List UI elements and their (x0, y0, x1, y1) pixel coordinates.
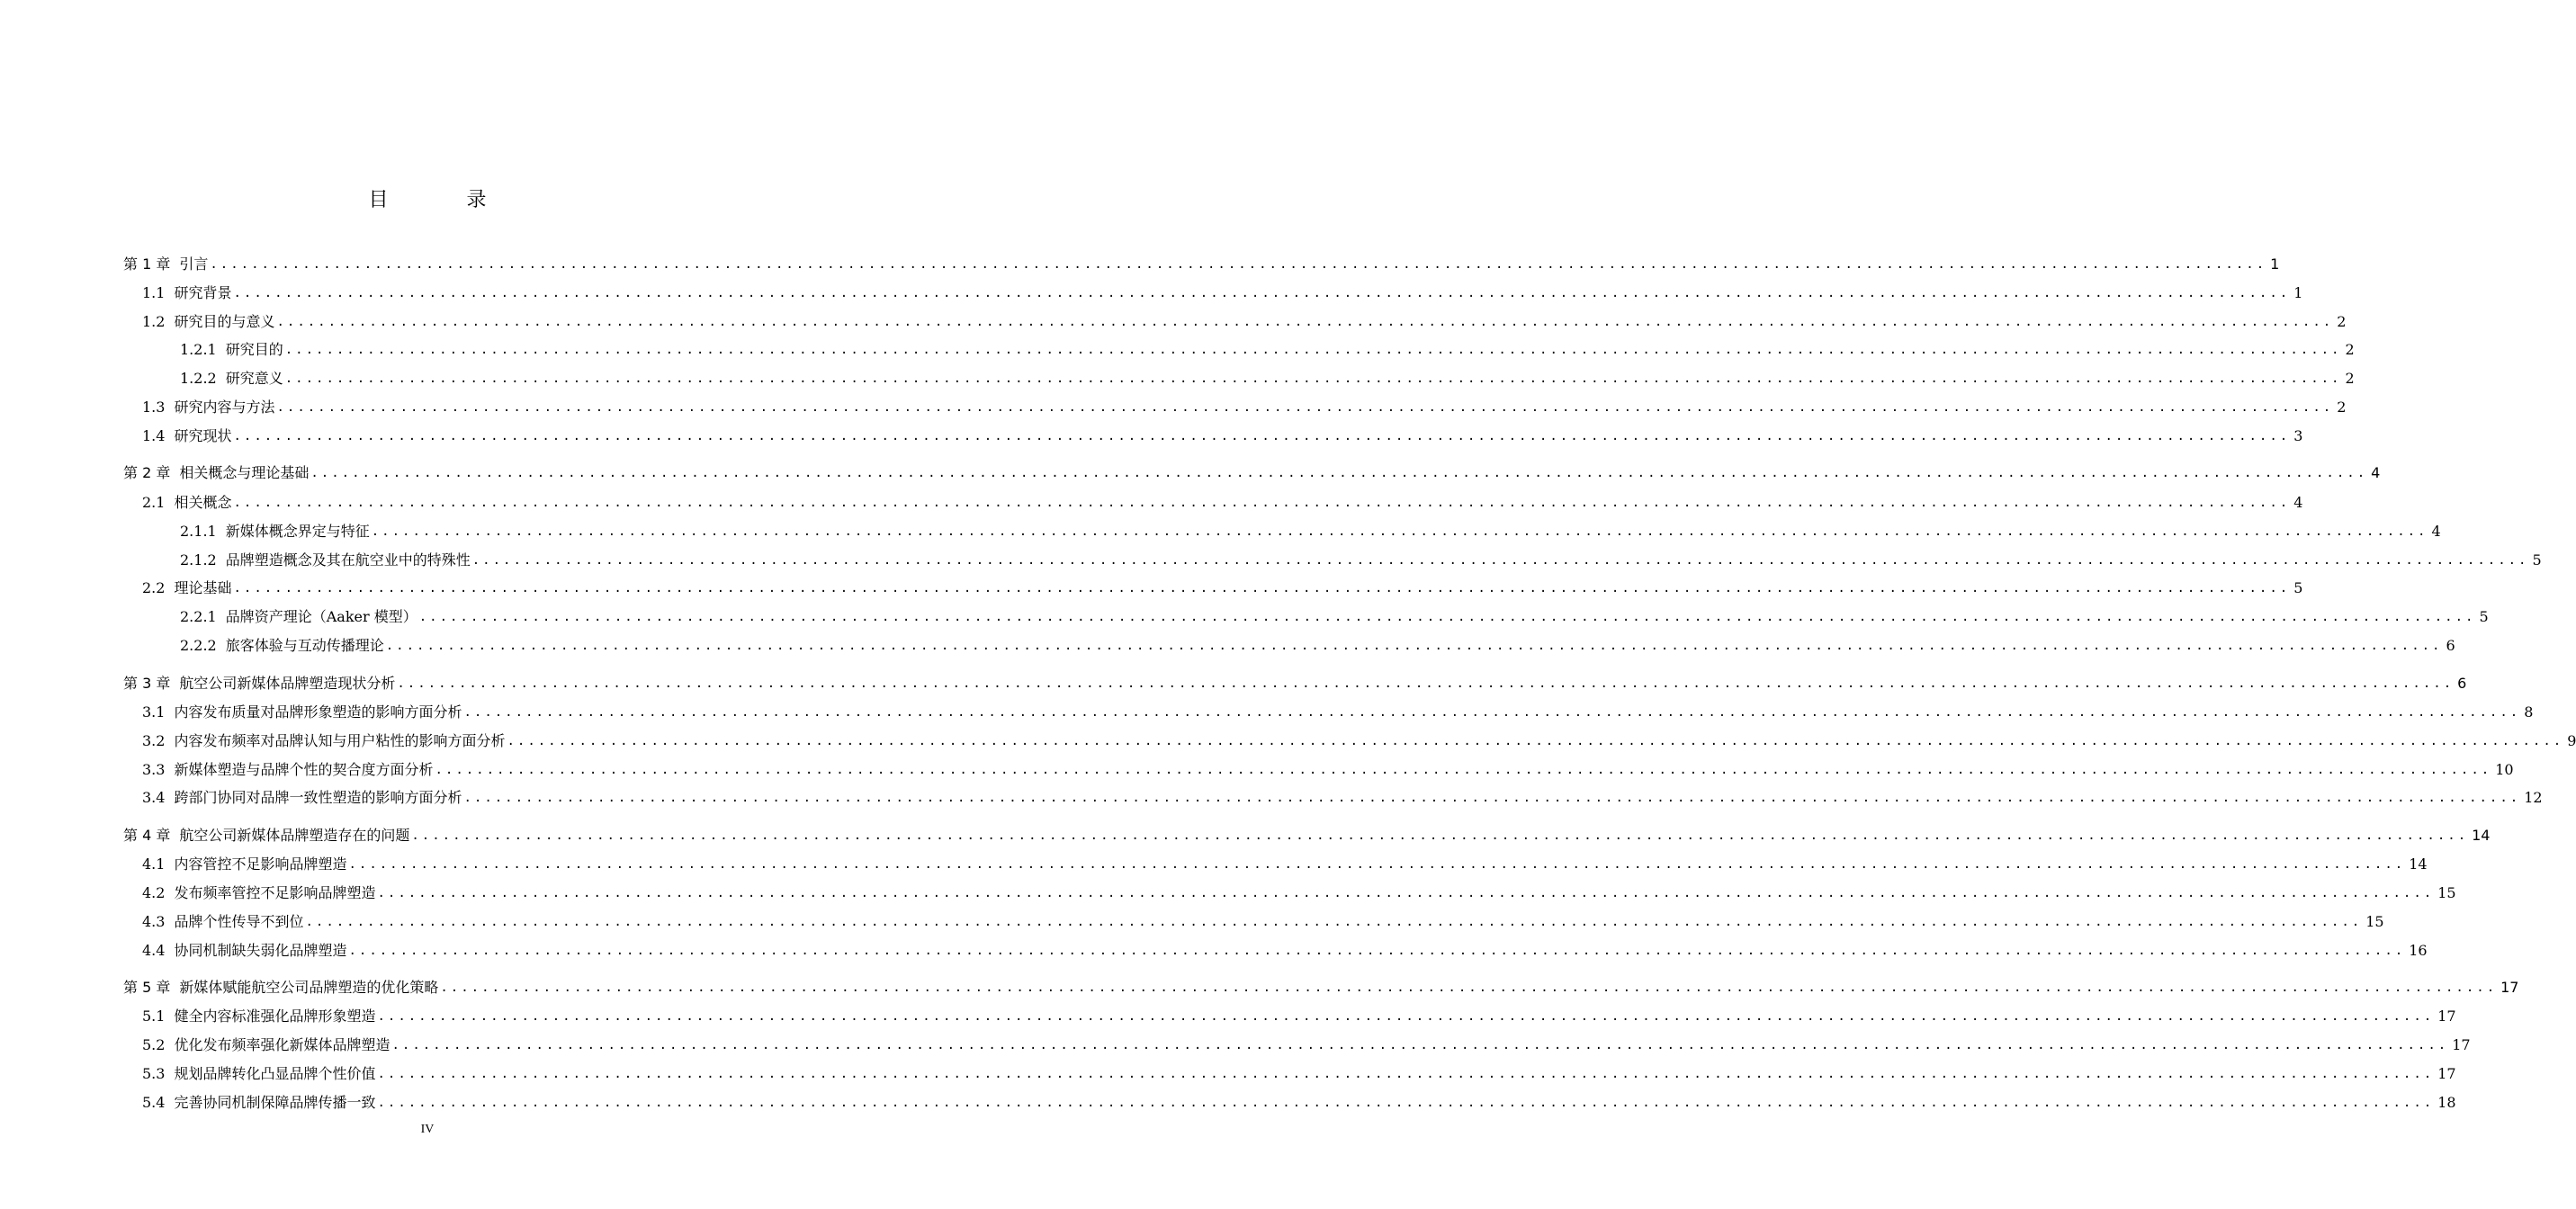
toc-entry-text: 完善协同机制保障品牌传播一致 (174, 1094, 376, 1111)
toc-page-number: 5 (2532, 551, 2542, 569)
toc-entry-text: 研究内容与方法 (174, 399, 275, 416)
toc-page-number: 1 (2293, 284, 2303, 301)
toc-entry-text: 内容发布质量对品牌形象塑造的影响方面分析 (174, 703, 462, 721)
toc-entry-label (180, 637, 384, 655)
toc-page-number: 17 (2500, 979, 2519, 996)
toc-entry-number: 2.1.1 (180, 523, 217, 540)
toc-entry-text: 品牌资产理论（Aaker 模型） (225, 608, 417, 625)
toc-leader-dots: ........................................................................................................................................................................................................ (440, 981, 2498, 995)
toc-leader-dots: ........................................................................................................................................................................................................ (397, 676, 2455, 691)
toc-entry-label (142, 494, 231, 512)
toc-page-number: 18 (2437, 1094, 2456, 1111)
toc-entry-label (142, 942, 346, 960)
toc-leader-dots: ........................................................................................................................................................................................................ (377, 1096, 2435, 1110)
toc-chapter-entry[interactable] (0, 821, 2491, 845)
toc-section-entry[interactable] (0, 393, 2347, 416)
toc-entry-text: 健全内容标准强化品牌形象塑造 (174, 1008, 376, 1025)
toc-entry-number: 5.2 (142, 1036, 166, 1053)
toc-section-entry[interactable] (0, 727, 2576, 750)
toc-entry-number: 2.2.1 (180, 608, 217, 625)
toc-entry-text: 研究现状 (174, 427, 232, 444)
toc-page-number: 2 (2337, 399, 2347, 416)
toc-section-entry[interactable] (0, 1002, 2456, 1025)
toc-section-entry[interactable] (0, 308, 2347, 331)
toc-leader-dots: ........................................................................................................................................................................................................ (305, 915, 2363, 929)
toc-entry-label (142, 732, 505, 750)
toc-entry-label (142, 1065, 375, 1083)
toc-entry-label (123, 979, 438, 997)
toc-page-number: 2 (2345, 341, 2355, 358)
toc-entry-text: 内容管控不足影响品牌塑造 (174, 855, 347, 873)
toc-leader-dots: ........................................................................................................................................................................................................ (391, 1038, 2449, 1052)
toc-leader-dots: ........................................................................................................................................................................................................ (210, 257, 2267, 272)
toc-entry-number: 2.1 (142, 494, 166, 511)
toc-page-number: 5 (2479, 608, 2489, 625)
toc-entry-number: 第 3 章 (123, 675, 171, 692)
toc-page-number: 3 (2293, 427, 2303, 444)
toc-leader-dots: ........................................................................................................................................................................................................ (411, 828, 2469, 843)
toc-entry-text: 优化发布频率强化新媒体品牌塑造 (174, 1036, 390, 1053)
toc-section-entry[interactable] (0, 422, 2303, 445)
toc-leader-dots: ........................................................................................................................................................................................................ (418, 610, 2476, 624)
toc-entry-text: 协同机制缺失弱化品牌塑造 (174, 942, 347, 959)
toc-section-entry[interactable] (0, 879, 2456, 902)
toc-entry-text: 新媒体赋能航空公司品牌塑造的优化策略 (179, 979, 439, 996)
toc-entry-number: 1.2.1 (180, 341, 217, 358)
toc-entry-number: 3.4 (142, 789, 166, 806)
toc-entry-label (142, 427, 231, 445)
toc-section-entry[interactable] (0, 1060, 2456, 1083)
toc-page-number: 17 (2437, 1065, 2456, 1082)
toc-section-entry[interactable] (0, 756, 2514, 779)
toc-entry-label (142, 789, 462, 807)
toc-entry-text: 航空公司新媒体品牌塑造现状分析 (179, 675, 396, 692)
toc-entry-label (142, 761, 433, 779)
toc-leader-dots: ........................................................................................................................................................................................................ (463, 791, 2521, 805)
toc-entry-text: 内容发布频率对品牌认知与用户粘性的影响方面分析 (174, 732, 506, 749)
toc-page-number: 16 (2409, 942, 2428, 959)
toc-page-number: 14 (2472, 827, 2491, 844)
toc-entry-text: 研究意义 (225, 370, 283, 387)
toc-page-number: 2 (2337, 313, 2347, 330)
toc-leader-dots: ........................................................................................................................................................................................................ (377, 886, 2435, 900)
toc-entry-label (123, 675, 395, 693)
toc-entry-number: 1.4 (142, 427, 166, 444)
toc-entry-number: 2.1.2 (180, 551, 217, 569)
toc-subsection-entry[interactable] (0, 546, 2542, 569)
toc-entry-label (142, 855, 346, 873)
toc-entry-label (142, 884, 375, 902)
toc-entry-number: 3.2 (142, 732, 166, 749)
toc-title: 目 录 (368, 189, 523, 211)
toc-entry-number: 4.3 (142, 913, 166, 930)
toc-entry-number: 5.3 (142, 1065, 166, 1082)
toc-entry-text: 理论基础 (174, 579, 232, 596)
page-number: IV (420, 1123, 435, 1136)
toc-section-entry[interactable] (0, 1088, 2456, 1112)
toc-section-entry[interactable] (0, 850, 2428, 873)
toc-entry-label (142, 703, 462, 721)
toc-entry-number: 5.4 (142, 1094, 166, 1111)
toc-page-number: 4 (2431, 523, 2441, 540)
toc-entry-number: 4.4 (142, 942, 166, 959)
toc-section-entry[interactable] (0, 574, 2303, 597)
toc-subsection-entry[interactable] (0, 364, 2355, 388)
toc-section-entry[interactable] (0, 1031, 2471, 1054)
toc-entry-number: 4.2 (142, 884, 166, 901)
toc-entry-number: 第 4 章 (123, 827, 171, 844)
toc-subsection-entry[interactable] (0, 631, 2455, 655)
toc-leader-dots: ........................................................................................................................................................................................................ (233, 429, 2291, 443)
toc-entry-text: 研究背景 (174, 284, 232, 301)
toc-page-number: 4 (2293, 494, 2303, 511)
toc-entry-number: 1.3 (142, 399, 166, 416)
toc-entry-label (142, 1094, 375, 1112)
toc-page-number: 15 (2437, 884, 2456, 901)
toc-chapter-entry[interactable] (0, 973, 2519, 997)
toc-entry-number: 2.2 (142, 579, 166, 596)
toc-entry-label (180, 608, 417, 626)
toc-subsection-entry[interactable] (0, 336, 2355, 359)
toc-chapter-entry[interactable] (0, 669, 2467, 693)
toc-entry-label (142, 579, 231, 597)
toc-leader-dots: ........................................................................................................................................................................................................ (348, 857, 2406, 872)
toc-page-number: 2 (2345, 370, 2355, 387)
toc-entry-text: 相关概念与理论基础 (179, 464, 310, 481)
toc-entry-text: 研究目的 (225, 341, 283, 358)
toc-entry-number: 1.1 (142, 284, 166, 301)
toc-leader-dots: ........................................................................................................................................................................................................ (435, 763, 2492, 777)
toc-leader-dots: ........................................................................................................................................................................................................ (471, 553, 2529, 568)
toc-entry-text: 旅客体验与互动传播理论 (225, 637, 384, 654)
toc-leader-dots: ........................................................................................................................................................................................................ (310, 466, 2368, 480)
toc-page-number: 14 (2409, 855, 2428, 873)
toc-section-entry[interactable] (0, 936, 2428, 960)
toc-subsection-entry[interactable] (0, 603, 2489, 626)
toc-page-number: 9 (2567, 732, 2576, 749)
toc-entry-number: 2.2.2 (180, 637, 217, 654)
toc-entry-label (180, 370, 283, 388)
toc-section-entry[interactable] (0, 488, 2303, 512)
toc-entry-text: 新媒体塑造与品牌个性的契合度方面分析 (174, 761, 434, 778)
toc-chapter-entry[interactable] (0, 250, 2280, 273)
toc-section-entry[interactable] (0, 279, 2303, 302)
toc-page-number: 6 (2457, 675, 2467, 692)
toc-entry-text: 发布频率管控不足影响品牌塑造 (174, 884, 376, 901)
toc-entry-text: 引言 (179, 255, 209, 273)
toc-page-number: 8 (2524, 703, 2534, 721)
toc-entry-text: 跨部门协同对品牌一致性塑造的影响方面分析 (174, 789, 462, 806)
toc-page-number: 4 (2371, 464, 2381, 481)
toc-entry-label (123, 255, 208, 273)
toc-entry-text: 研究目的与意义 (174, 313, 275, 330)
toc-leader-dots: ........................................................................................................................................................................................................ (348, 944, 2406, 958)
toc-entry-label (123, 464, 309, 482)
toc-entry-label (123, 827, 409, 845)
toc-entry-label (180, 341, 283, 359)
toc-entry-label (142, 913, 303, 931)
toc-subsection-entry[interactable] (0, 517, 2441, 541)
toc-leader-dots: ........................................................................................................................................................................................................ (233, 286, 2291, 300)
toc-entry-label (142, 313, 274, 331)
toc-entry-label (142, 399, 274, 416)
toc-chapter-entry[interactable] (0, 459, 2381, 482)
toc-leader-dots: ........................................................................................................................................................................................................ (371, 524, 2428, 539)
toc-leader-dots: ........................................................................................................................................................................................................ (284, 343, 2342, 357)
toc-leader-dots: ........................................................................................................................................................................................................ (233, 496, 2291, 510)
toc-entry-number: 4.1 (142, 855, 166, 873)
toc-entry-number: 5.1 (142, 1008, 166, 1025)
toc-entry-text: 品牌塑造概念及其在航空业中的特殊性 (225, 551, 471, 569)
toc-entry-label (142, 284, 231, 302)
toc-page-number: 1 (2270, 255, 2280, 273)
toc-entry-label (180, 523, 370, 541)
toc-entry-label (142, 1036, 390, 1054)
toc-section-entry[interactable] (0, 784, 2543, 807)
toc-entry-text: 规划品牌转化凸显品牌个性价值 (174, 1065, 376, 1082)
toc-entry-number: 3.1 (142, 703, 166, 721)
toc-entry-number: 1.2 (142, 313, 166, 330)
toc-page-number: 6 (2446, 637, 2455, 654)
toc-entry-number: 第 1 章 (123, 255, 171, 273)
toc-page-number: 17 (2437, 1008, 2456, 1025)
toc-leader-dots: ........................................................................................................................................................................................................ (276, 400, 2334, 415)
toc-leader-dots: ........................................................................................................................................................................................................ (284, 372, 2342, 386)
toc-page-number: 10 (2495, 761, 2514, 778)
toc-entry-text: 航空公司新媒体品牌塑造存在的问题 (179, 827, 410, 844)
toc-page-number: 15 (2365, 913, 2384, 930)
toc-leader-dots: ........................................................................................................................................................................................................ (385, 639, 2443, 653)
toc-page-number: 5 (2293, 579, 2303, 596)
toc-leader-dots: ........................................................................................................................................................................................................ (276, 315, 2334, 329)
toc-entry-text: 新媒体概念界定与特征 (225, 523, 370, 540)
toc-entry-label (142, 1008, 375, 1025)
toc-section-entry[interactable] (0, 908, 2384, 931)
toc-entry-text: 相关概念 (174, 494, 232, 511)
toc-entry-label (180, 551, 471, 569)
toc-entry-text: 品牌个性传导不到位 (174, 913, 304, 930)
toc-entry-number: 第 2 章 (123, 464, 171, 481)
toc-leader-dots: ........................................................................................................................................................................................................ (507, 734, 2564, 748)
toc-page-number: 12 (2524, 789, 2543, 806)
toc-page-number: 17 (2452, 1036, 2471, 1053)
toc-entry-number: 1.2.2 (180, 370, 217, 387)
toc-entry-number: 3.3 (142, 761, 166, 778)
toc-leader-dots: ........................................................................................................................................................................................................ (377, 1009, 2435, 1024)
toc-leader-dots: ........................................................................................................................................................................................................ (377, 1067, 2435, 1081)
toc-section-entry[interactable] (0, 698, 2534, 721)
toc-entry-number: 第 5 章 (123, 979, 171, 996)
toc-leader-dots: ........................................................................................................................................................................................................ (463, 705, 2521, 720)
toc-leader-dots: ........................................................................................................................................................................................................ (233, 581, 2291, 596)
